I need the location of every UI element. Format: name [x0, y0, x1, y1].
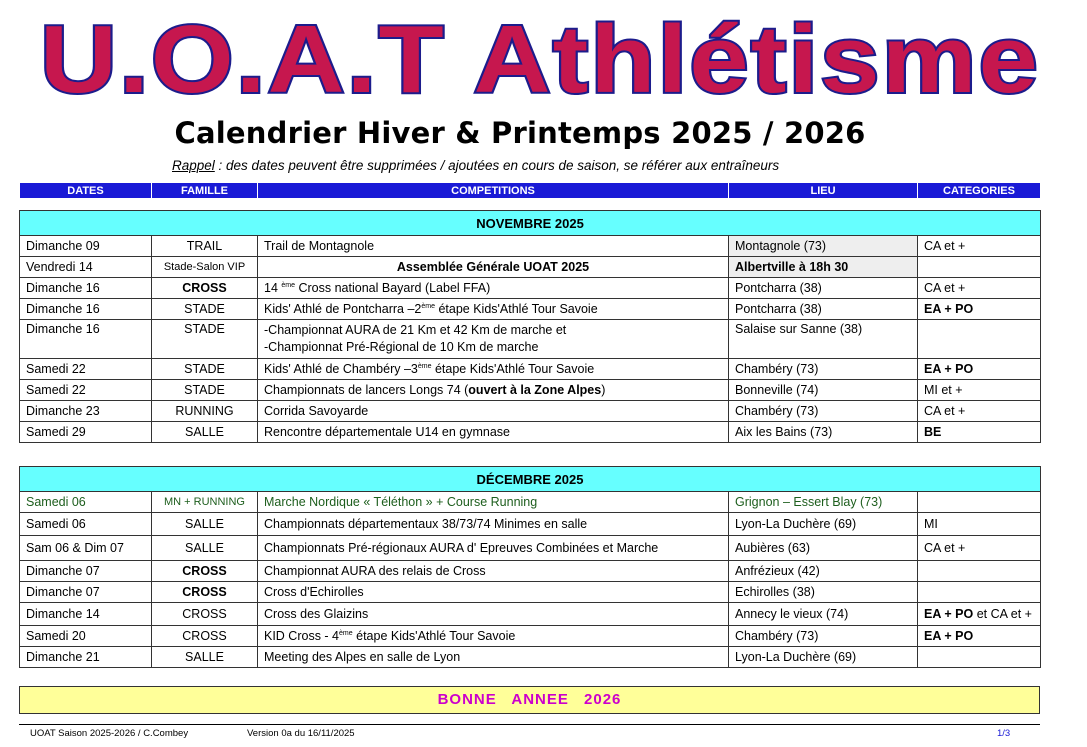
cell-competition: Cross d'Echirolles	[258, 582, 729, 603]
cell-date: Dimanche 07	[20, 561, 152, 582]
new-year-greeting: BONNE ANNEE 2026	[19, 686, 1040, 714]
reminder-note	[172, 158, 779, 173]
cell-lieu: Grignon – Essert Blay (73)	[729, 492, 918, 513]
table-row	[20, 299, 1041, 320]
cell-famille: STADE	[152, 380, 258, 401]
cell-famille: STADE	[152, 320, 258, 359]
cell-famille: CROSS	[152, 278, 258, 299]
cell-date: Dimanche 07	[20, 582, 152, 603]
competition-text: étape Kids'Athlé Tour Savoie	[352, 629, 516, 643]
competition-text: 14	[264, 281, 282, 295]
table-row	[20, 626, 1041, 647]
table-row	[20, 513, 1041, 536]
cell-categories: BE	[918, 422, 1041, 443]
ordinal-suffix: ème	[281, 281, 296, 289]
table-row	[20, 582, 1041, 603]
cell-famille: RUNNING	[152, 401, 258, 422]
cell-lieu: Annecy le vieux (74)	[729, 603, 918, 626]
cell-famille: SALLE	[152, 647, 258, 668]
footer-season: UOAT Saison 2025-2026 / C.Combey	[30, 728, 189, 739]
column-categories: CATEGORIES	[918, 183, 1041, 199]
cell-famille: SALLE	[152, 422, 258, 443]
cell-famille: CROSS	[152, 603, 258, 626]
cell-date: Samedi 06	[20, 492, 152, 513]
cell-lieu: Salaise sur Sanne (38)	[729, 320, 918, 359]
cell-competition: Marche Nordique « Téléthon » + Course Running	[258, 492, 729, 513]
cell-categories: EA + PO	[918, 359, 1041, 380]
month-november: NOVEMBRE 2025	[20, 211, 1041, 236]
cell-date: Samedi 20	[20, 626, 152, 647]
cell-date: Dimanche 16	[20, 299, 152, 320]
cell-famille: MN + RUNNING	[152, 492, 258, 513]
cell-competition: Championnat AURA des relais de Cross	[258, 561, 729, 582]
ordinal-suffix: ème	[417, 362, 432, 370]
cell-lieu: Anfrézieux (42)	[729, 561, 918, 582]
cell-categories: EA + PO	[918, 299, 1041, 320]
december-table	[19, 466, 1041, 668]
reminder-text: : des dates peuvent être supprimées / ajoutées en cours de saison, se référer aux entraîneurs	[214, 158, 780, 173]
cell-lieu: Lyon-La Duchère (69)	[729, 513, 918, 536]
cell-famille: CROSS	[152, 582, 258, 603]
cell-categories: EA + PO	[918, 626, 1041, 647]
cell-competition	[258, 359, 729, 380]
table-row	[20, 401, 1041, 422]
cell-categories	[918, 257, 1041, 278]
competition-line: -Championnat AURA de 21 Km et 42 Km de marche et	[264, 323, 567, 337]
footer-page-number: 1/3	[997, 728, 1011, 739]
cell-famille: Stade-Salon VIP	[152, 257, 258, 278]
cell-date: Dimanche 16	[20, 320, 152, 359]
cell-lieu: Bonneville (74)	[729, 380, 918, 401]
page-title: Calendrier Hiver & Printemps 2025 / 2026	[174, 116, 866, 150]
cell-date: Dimanche 23	[20, 401, 152, 422]
cell-competition: Assemblée Générale UOAT 2025	[258, 257, 729, 278]
competition-line: -Championnat Pré-Régional de 10 Km de marche	[264, 340, 539, 354]
table-row	[20, 422, 1041, 443]
table-row	[20, 236, 1041, 257]
cell-categories: CA et +	[918, 401, 1041, 422]
column-lieu: LIEU	[729, 183, 918, 199]
cell-date: Dimanche 16	[20, 278, 152, 299]
cell-categories	[918, 603, 1041, 626]
cell-lieu: Lyon-La Duchère (69)	[729, 647, 918, 668]
cell-categories	[918, 561, 1041, 582]
competition-text: étape Kids'Athlé Tour Savoie	[434, 302, 598, 316]
cell-date: Sam 06 & Dim 07	[20, 536, 152, 561]
cell-lieu: Pontcharra (38)	[729, 299, 918, 320]
cell-competition	[258, 299, 729, 320]
cell-famille: SALLE	[152, 513, 258, 536]
column-competitions: COMPETITIONS	[258, 183, 729, 199]
cell-famille: STADE	[152, 359, 258, 380]
competition-highlight: ouvert à la Zone Alpes	[468, 383, 602, 397]
cell-competition	[258, 626, 729, 647]
cell-date: Dimanche 09	[20, 236, 152, 257]
footer-version: Version 0a du 16/11/2025	[247, 728, 355, 739]
competition-text: étape Kids'Athlé Tour Savoie	[431, 362, 595, 376]
cell-competition: Corrida Savoyarde	[258, 401, 729, 422]
categories-text: et CA et +	[973, 607, 1032, 621]
competition-text: Cross national Bayard (Label FFA)	[295, 281, 491, 295]
cell-categories: CA et +	[918, 536, 1041, 561]
cell-lieu: Echirolles (38)	[729, 582, 918, 603]
cell-categories	[918, 647, 1041, 668]
cell-famille: SALLE	[152, 536, 258, 561]
table-row	[20, 536, 1041, 561]
cell-lieu: Aix les Bains (73)	[729, 422, 918, 443]
table-row	[20, 278, 1041, 299]
table-row	[20, 380, 1041, 401]
cell-lieu: Albertville à 18h 30	[729, 257, 918, 278]
banner-text: U.O.A.T Athlétisme	[40, 6, 1040, 110]
cell-categories: MI	[918, 513, 1041, 536]
club-banner-title	[0, 6, 1087, 110]
ordinal-suffix: ème	[339, 629, 353, 637]
cell-date: Samedi 22	[20, 380, 152, 401]
cell-competition: Championnats départementaux 38/73/74 Minimes en salle	[258, 513, 729, 536]
competition-text: KID Cross - 4	[264, 629, 340, 643]
cell-date: Samedi 22	[20, 359, 152, 380]
cell-competition	[258, 380, 729, 401]
cell-competition	[258, 278, 729, 299]
cell-lieu: Pontcharra (38)	[729, 278, 918, 299]
cell-categories: MI et +	[918, 380, 1041, 401]
categories-highlight: EA + PO	[924, 607, 974, 621]
cell-categories	[918, 492, 1041, 513]
cell-lieu: Chambéry (73)	[729, 401, 918, 422]
table-row	[20, 359, 1041, 380]
competition-text: )	[601, 383, 606, 397]
table-row	[20, 320, 1041, 359]
cell-famille: STADE	[152, 299, 258, 320]
cell-famille: CROSS	[152, 561, 258, 582]
column-header	[19, 182, 1041, 199]
cell-competition: Trail de Montagnole	[258, 236, 729, 257]
competition-text: Championnats de lancers Longs 74 (	[264, 383, 469, 397]
cell-competition	[258, 320, 729, 359]
cell-lieu: Chambéry (73)	[729, 359, 918, 380]
cell-famille: CROSS	[152, 626, 258, 647]
cell-date: Vendredi 14	[20, 257, 152, 278]
cell-competition: Cross des Glaizins	[258, 603, 729, 626]
cell-lieu: Aubières (63)	[729, 536, 918, 561]
table-row	[20, 492, 1041, 513]
ordinal-suffix: ème	[421, 302, 435, 310]
cell-categories	[918, 582, 1041, 603]
cell-date: Samedi 29	[20, 422, 152, 443]
cell-date: Dimanche 21	[20, 647, 152, 668]
cell-categories: CA et +	[918, 236, 1041, 257]
table-row	[20, 257, 1041, 278]
cell-competition: Championnats Pré-régionaux AURA d' Epreuves Combinées et Marche	[258, 536, 729, 561]
cell-categories: CA et +	[918, 278, 1041, 299]
cell-lieu: Chambéry (73)	[729, 626, 918, 647]
month-december: DÉCEMBRE 2025	[20, 467, 1041, 492]
table-row	[20, 561, 1041, 582]
table-row	[20, 647, 1041, 668]
cell-categories	[918, 320, 1041, 359]
competition-text: Kids' Athlé de Pontcharra –2	[264, 302, 422, 316]
cell-famille: TRAIL	[152, 236, 258, 257]
november-table	[19, 210, 1041, 443]
cell-date: Samedi 06	[20, 513, 152, 536]
footer-divider	[19, 724, 1040, 725]
reminder-label: Rappel	[172, 158, 215, 173]
competition-text: Kids' Athlé de Chambéry –3	[264, 362, 418, 376]
column-famille: FAMILLE	[152, 183, 258, 199]
column-dates: DATES	[20, 183, 152, 199]
cell-competition: Rencontre départementale U14 en gymnase	[258, 422, 729, 443]
cell-lieu: Montagnole (73)	[729, 236, 918, 257]
cell-date: Dimanche 14	[20, 603, 152, 626]
cell-competition: Meeting des Alpes en salle de Lyon	[258, 647, 729, 668]
table-row	[20, 603, 1041, 626]
